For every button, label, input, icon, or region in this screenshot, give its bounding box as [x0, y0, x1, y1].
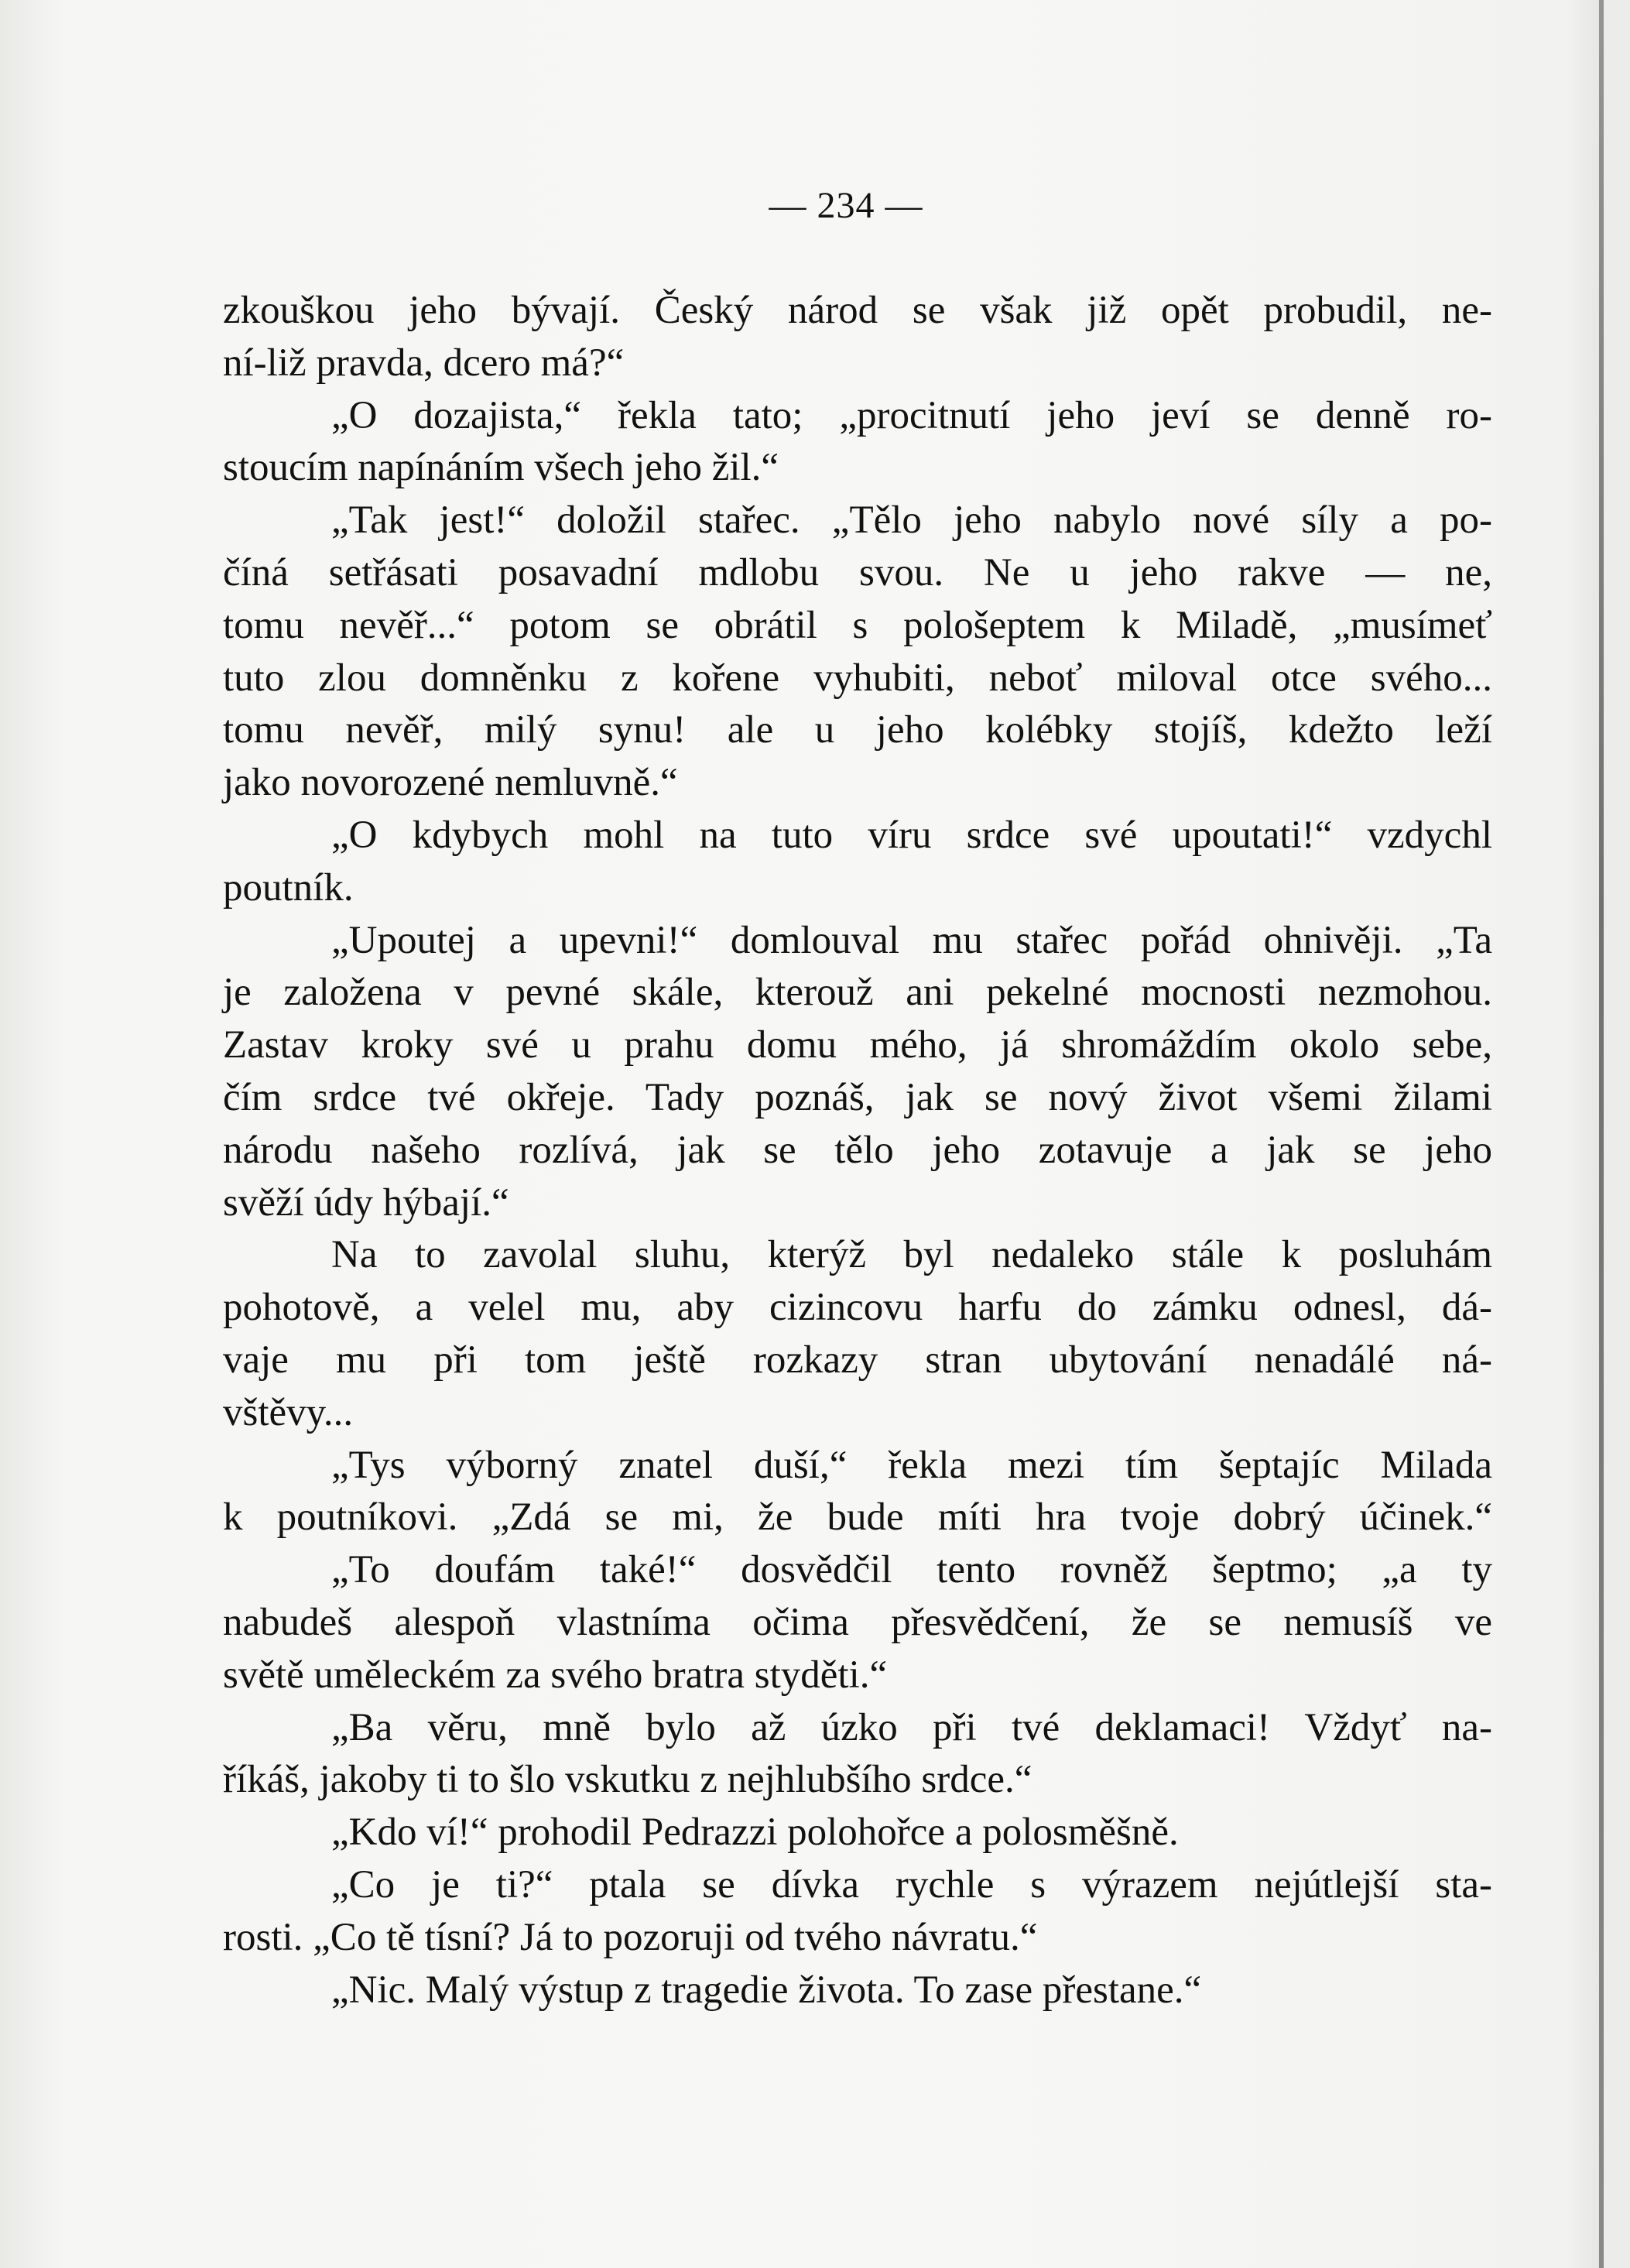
- text-line: stoucím napínáním všech jeho žil.“: [223, 446, 779, 490]
- text-line: Zastav kroky své u prahu domu mého, já shromáždím okolo sebe,: [223, 1023, 1492, 1067]
- text-line: je založena v pevné skále, kterouž ani pekelné mocnosti nezmohou.: [223, 971, 1492, 1015]
- text-line: světě uměleckém za svého bratra styděti.“: [223, 1653, 888, 1697]
- text-line: ní-liž pravda, dcero má?“: [223, 341, 625, 385]
- text-line: rosti. „Co tě tísní? Já to pozoruji od tvého návratu.“: [223, 1915, 1038, 1959]
- text-line: vaje mu při tom ještě rozkazy stran ubytování nenadálé ná-: [223, 1338, 1492, 1382]
- text-line: poutník.: [223, 865, 354, 910]
- body-text: [223, 285, 1492, 2016]
- text-line: „Kdo ví!“ prohodil Pedrazzi polohořce a polosměšně.: [331, 1811, 1179, 1855]
- text-line: svěží údy hýbají.“: [223, 1180, 509, 1225]
- text-line: „Co je ti?“ ptala se dívka rychle s výrazem nejútlejší sta-: [331, 1862, 1492, 1907]
- text-line: národu našeho rozlívá, jak se tělo jeho zotavuje a jak se jeho: [223, 1128, 1492, 1172]
- text-line: „Ba věru, mně bylo až úzko při tvé deklamaci! Vždyť na-: [331, 1705, 1492, 1749]
- text-line: „Tys výborný znatel duší,“ řekla mezi tím šeptajíc Milada: [331, 1443, 1492, 1487]
- text-line: Na to zavolal sluhu, kterýž byl nedaleko stále k posluhám: [331, 1233, 1492, 1277]
- text-line: vštěvy...: [223, 1390, 354, 1434]
- text-line: tomu nevěř, milý synu! ale u jeho kolébky stojíš, kdežto leží: [223, 708, 1492, 752]
- page-number: — 234 —: [769, 185, 923, 226]
- text-line: „Upoutej a upevni!“ domlouval mu stařec pořád ohnivěji. „Ta: [331, 918, 1492, 962]
- text-line: pohotově, a velel mu, aby cizincovu harfu do zámku odnesl, dá-: [223, 1286, 1492, 1330]
- text-line: „Tak jest!“ doložil stařec. „Tělo jeho nabylo nové síly a po-: [331, 498, 1492, 543]
- text-line: jako novorozené nemluvně.“: [223, 761, 678, 805]
- text-line: zkouškou jeho bývají. Český národ se však již opět probudil, ne-: [223, 289, 1492, 332]
- text-line: k poutníkovi. „Zdá se mi, že bude míti hra tvoje dobrý účinek.“: [223, 1495, 1492, 1540]
- text-line: nabudeš alespoň vlastníma očima přesvědčení, že se nemusíš ve: [223, 1600, 1492, 1644]
- page-edge-shadow: [1599, 0, 1604, 2268]
- text-line: „O kdybych mohl na tuto víru srdce své upoutati!“ vzdychl: [331, 813, 1492, 857]
- text-line: čím srdce tvé okřeje. Tady poznáš, jak se nový život všemi žilami: [223, 1075, 1492, 1119]
- text-line: tomu nevěř...“ potom se obrátil s pološeptem k Miladě, „musímeť: [223, 603, 1492, 647]
- text-line: říkáš, jakoby ti to šlo vskutku z nejhlubšího srdce.“: [223, 1758, 1032, 1802]
- text-line: číná setřásati posavadní mdlobu svou. Ne u jeho rakve — ne,: [223, 550, 1492, 594]
- text-line: „O dozajista,“ řekla tato; „procitnutí jeho jeví se denně ro-: [331, 393, 1492, 437]
- text-line: „Nic. Malý výstup z tragedie života. To zase přestane.“: [331, 1968, 1202, 2012]
- page-edge-margin: [1604, 0, 1630, 2268]
- text-line: „To doufám také!“ dosvědčil tento rovněž šeptmo; „a ty: [331, 1548, 1492, 1592]
- text-line: tuto zlou domněnku z kořene vyhubiti, neboť miloval otce svého...: [223, 656, 1492, 700]
